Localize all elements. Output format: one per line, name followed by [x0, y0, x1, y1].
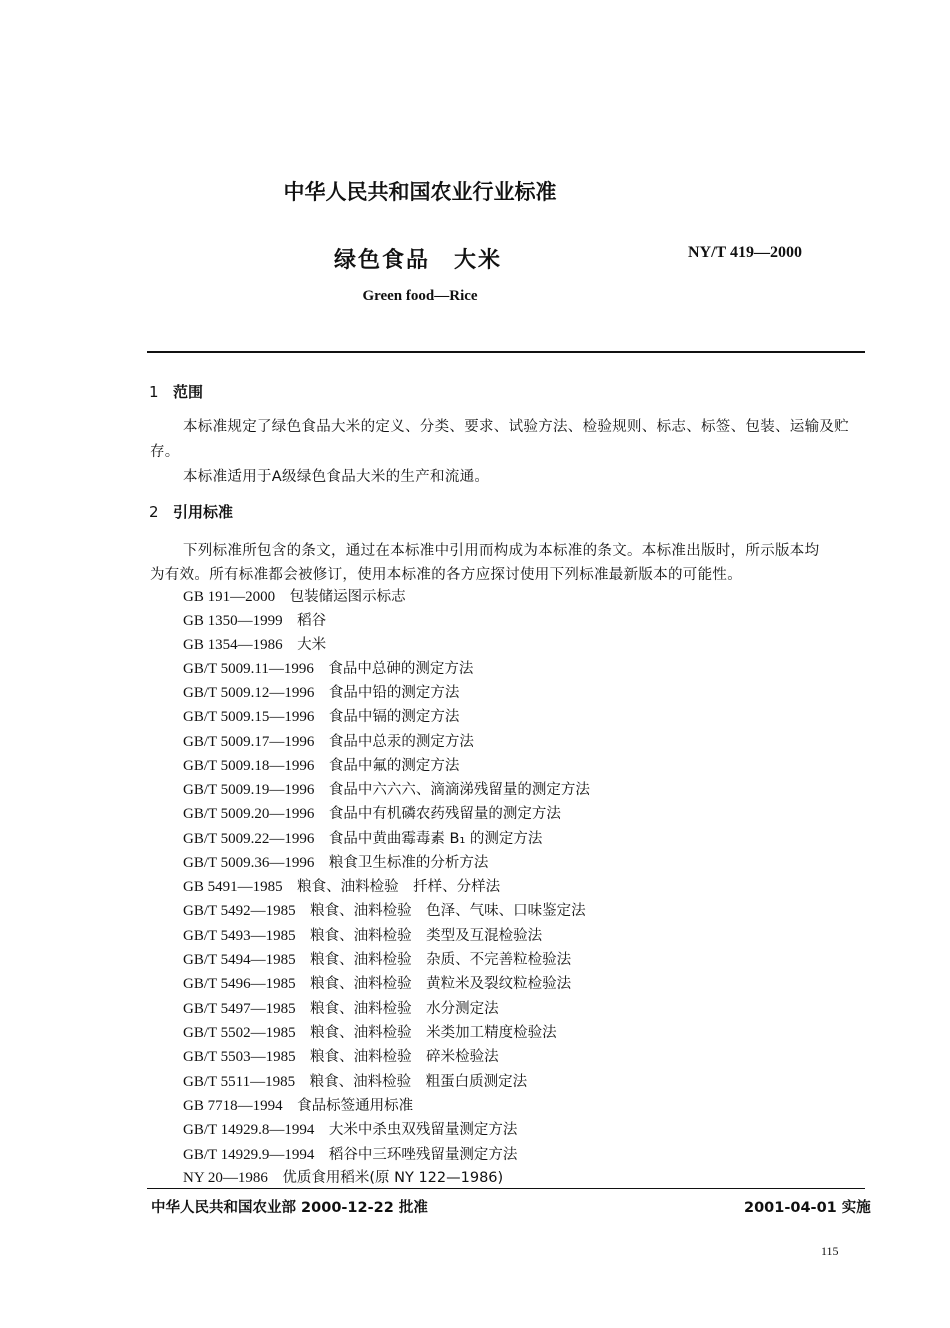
- reference-name: 粮食、油料检验 杂质、不完善粒检验法: [310, 952, 572, 968]
- section-2-heading: [149, 501, 233, 522]
- reference-name: 稻谷中三环唑残留量测定方法: [328, 1147, 518, 1163]
- section-2-paragraph-1: 下列标准所包含的条文，通过在本标准中引用而构成为本标准的条文。本标准出版时，所示版本均: [183, 543, 820, 559]
- standard-header: 中华人民共和国农业行业标准: [283, 180, 557, 204]
- reference-item: [183, 633, 326, 654]
- reference-item: [183, 997, 499, 1018]
- page-number: 115: [821, 1244, 839, 1258]
- approval-line: 中华人民共和国农业部 2000-12-22 批准: [151, 1200, 428, 1216]
- section-2-title: 引用标准: [173, 503, 234, 521]
- reference-code: GB/T 5496—1985: [183, 976, 296, 992]
- reference-code: GB/T 14929.8—1994: [183, 1122, 315, 1138]
- document-title: 绿色食品 大米: [334, 248, 503, 273]
- reference-name: 食品中总汞的测定方法: [328, 734, 474, 750]
- reference-name: 粮食卫生标准的分析方法: [328, 855, 489, 871]
- reference-name: 食品中铅的测定方法: [328, 685, 460, 701]
- reference-name: 大米: [297, 637, 327, 653]
- reference-code: GB 191—2000: [183, 589, 276, 605]
- reference-item: [183, 899, 586, 920]
- reference-name: 食品中六六六、滴滴涕残留量的测定方法: [328, 782, 590, 798]
- reference-code: GB/T 5009.36—1996: [183, 855, 315, 871]
- reference-code: GB/T 5009.12—1996: [183, 685, 315, 701]
- reference-item: [183, 802, 561, 823]
- reference-item: [183, 851, 488, 872]
- reference-code: GB 1354—1986: [183, 637, 283, 653]
- reference-name: 食品中黄曲霉毒素 B₁ 的测定方法: [328, 831, 543, 847]
- reference-name: 大米中杀虫双残留量测定方法: [328, 1122, 518, 1138]
- reference-code: GB/T 5009.20—1996: [183, 806, 315, 822]
- reference-code: GB/T 5502—1985: [183, 1025, 296, 1041]
- reference-name: 粮食、油料检验 粗蛋白质测定法: [309, 1074, 528, 1090]
- reference-code: GB/T 5497—1985: [183, 1001, 296, 1017]
- reference-item: [183, 705, 459, 726]
- reference-item: [183, 1070, 527, 1091]
- reference-item: [183, 948, 571, 969]
- reference-name: 粮食、油料检验 扦样、分样法: [297, 879, 501, 895]
- reference-name: 粮食、油料检验 黄粒米及裂纹粒检验法: [310, 976, 572, 992]
- reference-code: GB 7718—1994: [183, 1098, 283, 1114]
- standard-code: NY/T 419—2000: [688, 244, 802, 261]
- reference-code: GB/T 5493—1985: [183, 928, 296, 944]
- reference-item: [183, 1021, 557, 1042]
- reference-name: 粮食、油料检验 碎米检验法: [310, 1049, 499, 1065]
- reference-name: 优质食用稻米(原 NY 122—1986): [282, 1170, 504, 1186]
- reference-name: 包装储运图示标志: [289, 589, 406, 605]
- top-divider: [147, 351, 865, 353]
- reference-name: 食品标签通用标准: [297, 1098, 414, 1114]
- reference-item: [183, 681, 459, 702]
- section-1-number: 1: [149, 383, 159, 401]
- reference-code: GB/T 5511—1985: [183, 1074, 296, 1090]
- reference-code: GB/T 5009.11—1996: [183, 661, 314, 677]
- reference-item: [183, 1094, 413, 1115]
- section-1-paragraph-1: 本标准规定了绿色食品大米的定义、分类、要求、试验方法、检验规则、标志、标签、包装、运输及贮: [183, 419, 849, 435]
- section-1-paragraph-2: 本标准适用于A级绿色食品大米的生产和流通。: [183, 469, 490, 485]
- reference-code: GB 1350—1999: [183, 613, 283, 629]
- reference-name: 粮食、油料检验 色泽、气味、口味鉴定法: [310, 903, 586, 919]
- reference-item: [183, 657, 473, 678]
- bottom-divider: [147, 1188, 865, 1189]
- reference-item: [183, 778, 590, 799]
- reference-code: NY 20—1986: [183, 1170, 268, 1186]
- reference-code: GB/T 5009.15—1996: [183, 709, 315, 725]
- section-2-number: 2: [149, 503, 159, 521]
- reference-code: GB/T 5009.19—1996: [183, 782, 315, 798]
- section-2-paragraph-1-cont: 为有效。所有标准都会被修订，使用本标准的各方应探讨使用下列标准最新版本的可能性。: [150, 567, 742, 583]
- reference-code: GB/T 5009.18—1996: [183, 758, 315, 774]
- reference-item: [183, 924, 542, 945]
- reference-name: 粮食、油料检验 米类加工精度检验法: [310, 1025, 557, 1041]
- section-1-title: 范围: [173, 383, 204, 401]
- reference-name: 食品中有机磷农药残留量的测定方法: [328, 806, 561, 822]
- reference-name: 食品中镉的测定方法: [328, 709, 460, 725]
- section-1-paragraph-1-cont: 存。: [150, 444, 180, 460]
- reference-item: [183, 1143, 517, 1164]
- reference-item: [183, 1118, 517, 1139]
- reference-item: [183, 827, 542, 848]
- reference-code: GB/T 14929.9—1994: [183, 1147, 315, 1163]
- reference-name: 食品中总砷的测定方法: [328, 661, 474, 677]
- reference-item: [183, 754, 459, 775]
- reference-item: [183, 585, 406, 606]
- reference-item: [183, 609, 326, 630]
- reference-code: GB 5491—1985: [183, 879, 283, 895]
- reference-name: 食品中氟的测定方法: [328, 758, 460, 774]
- reference-code: GB/T 5494—1985: [183, 952, 296, 968]
- reference-code: GB/T 5009.22—1996: [183, 831, 315, 847]
- english-title: Green food—Rice: [362, 288, 478, 304]
- section-1-heading: [149, 381, 203, 402]
- reference-code: GB/T 5503—1985: [183, 1049, 296, 1065]
- effective-date: 2001-04-01 实施: [744, 1200, 871, 1216]
- reference-item: [183, 1166, 503, 1187]
- reference-code: GB/T 5009.17—1996: [183, 734, 315, 750]
- reference-code: GB/T 5492—1985: [183, 903, 296, 919]
- reference-item: [183, 730, 474, 751]
- reference-item: [183, 972, 571, 993]
- reference-item: [183, 1045, 499, 1066]
- reference-name: 稻谷: [297, 613, 327, 629]
- reference-name: 粮食、油料检验 类型及互混检验法: [310, 928, 543, 944]
- reference-name: 粮食、油料检验 水分测定法: [310, 1001, 499, 1017]
- reference-item: [183, 875, 500, 896]
